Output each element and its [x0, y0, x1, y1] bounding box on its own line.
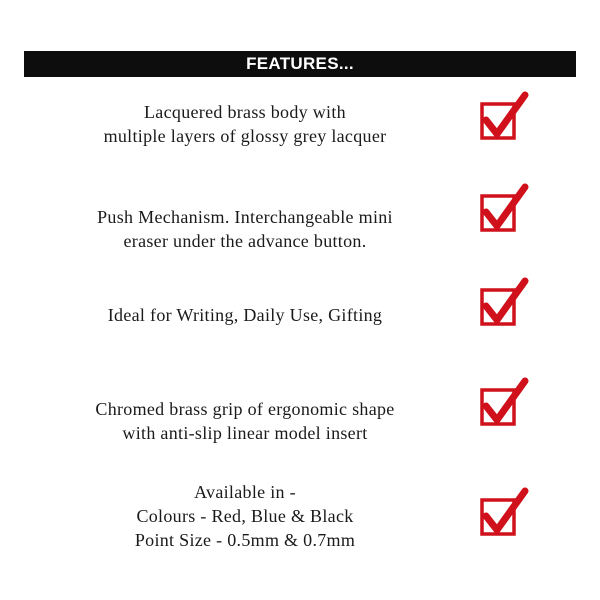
feature-item-5	[60, 480, 430, 552]
features-title: FEATURES...	[246, 54, 354, 73]
feature-line: multiple layers of glossy grey lacquer	[103, 126, 387, 146]
feature-line: eraser under the advance button.	[123, 231, 367, 251]
feature-line: Available in -	[194, 482, 296, 502]
feature-line: Ideal for Writing, Daily Use, Gifting	[107, 305, 383, 325]
feature-item-3	[60, 303, 430, 327]
checkbox-checked-icon	[475, 486, 531, 542]
checkbox-checked-icon	[475, 90, 531, 146]
feature-line: Push Mechanism. Interchangeable mini	[97, 207, 393, 227]
feature-item-4	[60, 397, 430, 445]
checkbox-checked-icon	[475, 376, 531, 432]
feature-line: Colours - Red, Blue & Black	[136, 506, 354, 526]
feature-line: Lacquered brass body with	[144, 102, 346, 122]
feature-line: Chromed brass grip of ergonomic shape	[95, 399, 395, 419]
feature-item-2	[60, 205, 430, 253]
checkbox-checked-icon	[475, 276, 531, 332]
feature-line: Point Size - 0.5mm & 0.7mm	[134, 530, 356, 550]
feature-line: with anti-slip linear model insert	[122, 423, 368, 443]
features-header-bar	[24, 51, 576, 77]
feature-item-1	[60, 100, 430, 148]
checkbox-checked-icon	[475, 182, 531, 238]
